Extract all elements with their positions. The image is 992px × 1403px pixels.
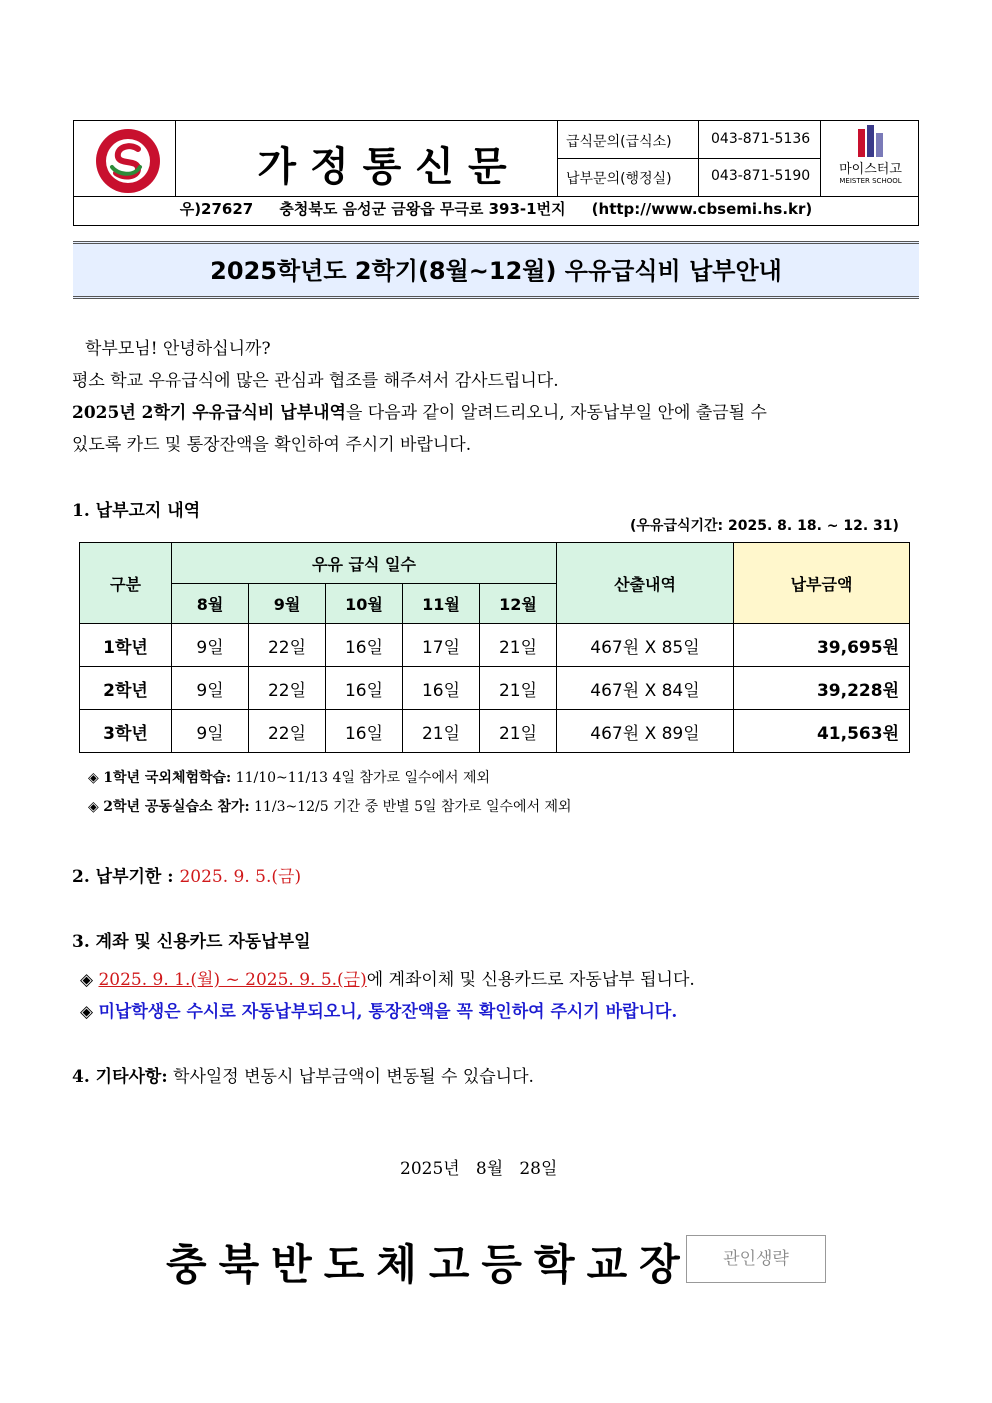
meister-logo-text: 마이스터고 [839, 162, 902, 177]
days-cell: 9일 [172, 667, 249, 710]
meister-school-logo [828, 125, 913, 186]
meal-inquiry-label: 급식문의(급식소) [566, 134, 672, 150]
calc-cell: 467원 X 84일 [557, 667, 734, 710]
calc-cell: 467원 X 89일 [557, 710, 734, 753]
intro-paragraph [72, 333, 925, 461]
letter-header [73, 120, 919, 226]
meister-logo-sub: MEISTER SCHOOL [839, 177, 902, 185]
diamond-bullet-icon: ◈ [88, 799, 99, 815]
letter-title: 가정통신문 [257, 144, 521, 190]
grade-cell: 2학년 [80, 667, 172, 710]
auto-pay-line-1 [80, 964, 695, 996]
days-cell: 21일 [480, 667, 557, 710]
section-2 [72, 862, 301, 887]
section-4 [72, 1061, 534, 1093]
days-cell: 21일 [480, 710, 557, 753]
col-month: 10월 [326, 584, 403, 624]
col-month: 12월 [480, 584, 557, 624]
amount-cell: 39,695원 [734, 624, 910, 667]
days-cell: 22일 [249, 710, 326, 753]
days-cell: 16일 [326, 624, 403, 667]
days-cell: 9일 [172, 710, 249, 753]
days-cell: 22일 [249, 667, 326, 710]
col-month: 11월 [403, 584, 480, 624]
col-month: 8월 [172, 584, 249, 624]
intro-line-2: 평소 학교 우유급식에 많은 관심과 협조를 해주셔서 감사드립니다. [72, 371, 559, 391]
note-1 [88, 767, 490, 787]
days-cell: 17일 [403, 624, 480, 667]
payment-inquiry-label: 납부문의(행정실) [566, 171, 672, 187]
unpaid-warning: 미납학생은 수시로 자동납부되오니, 통장잔액을 꼭 확인하여 주시기 바랍니다. [98, 1002, 678, 1022]
section-4-text: 학사일정 변동시 납부금액이 변동될 수 있습니다. [167, 1067, 534, 1087]
days-cell: 16일 [326, 667, 403, 710]
meister-logo-icon [854, 125, 888, 159]
grade-cell: 1학년 [80, 624, 172, 667]
days-cell: 21일 [480, 624, 557, 667]
greeting: 학부모님! 안녕하십니까? [85, 339, 271, 359]
auto-pay-line-2 [80, 996, 677, 1028]
days-cell: 16일 [326, 710, 403, 753]
diamond-bullet-icon: ◈ [80, 1002, 94, 1022]
subject-title: 2025학년도 2학기(8월~12월) 우유급식비 납부안내 [210, 257, 782, 285]
seal-omitted-box: 관인생략 [686, 1235, 826, 1283]
col-category: 구분 [80, 543, 172, 624]
col-days: 우유 급식 일수 [172, 543, 557, 584]
col-amount: 납부금액 [734, 543, 910, 624]
section-2-heading: 2. 납부기한 : [72, 867, 174, 887]
col-calc: 산출내역 [557, 543, 734, 624]
issue-date: 2025년 8월 28일 [400, 1159, 558, 1179]
milk-period: (우유급식기간: 2025. 8. 18. ~ 12. 31) [630, 518, 899, 534]
subject-banner [73, 241, 919, 299]
table-row [80, 710, 910, 753]
intro-highlight: 2025년 2학기 우유급식비 납부내역 [72, 403, 346, 423]
auto-pay-text: 에 계좌이체 및 신용카드로 자동납부 됩니다. [366, 970, 695, 990]
table-row [80, 624, 910, 667]
intro-line-4: 있도록 카드 및 통장잔액을 확인하여 주시기 바랍니다. [72, 435, 472, 455]
intro-line-3: 을 다음과 같이 알려드리오니, 자동납부일 안에 출금될 수 [345, 403, 767, 423]
note-2 [88, 796, 572, 816]
school-address: 우)27627 충청북도 음성군 금왕읍 무극로 393-1번지 (http://www.cbsemi.hs.kr) [179, 200, 813, 218]
fee-table [79, 542, 910, 753]
note-2-label: 2학년 공동실습소 참가: [103, 799, 250, 815]
payment-inquiry-phone: 043-871-5190 [711, 168, 811, 184]
days-cell: 22일 [249, 624, 326, 667]
note-1-label: 1학년 국외체험학습: [103, 770, 232, 786]
amount-cell: 41,563원 [734, 710, 910, 753]
table-row [80, 667, 910, 710]
section-4-heading: 4. 기타사항: [72, 1067, 168, 1087]
section-3-heading: 3. 계좌 및 신용카드 자동납부일 [72, 932, 311, 952]
days-cell: 9일 [172, 624, 249, 667]
payment-deadline: 2025. 9. 5.(금) [179, 867, 302, 887]
diamond-bullet-icon: ◈ [88, 770, 99, 786]
amount-cell: 39,228원 [734, 667, 910, 710]
grade-cell: 3학년 [80, 710, 172, 753]
section-1-heading: 1. 납부고지 내역 [72, 501, 201, 521]
col-month: 9월 [249, 584, 326, 624]
note-1-text: 11/10~11/13 4일 참가로 일수에서 제외 [231, 770, 491, 786]
auto-pay-dates: 2025. 9. 1.(월) ~ 2025. 9. 5.(금) [98, 970, 367, 990]
days-cell: 16일 [403, 667, 480, 710]
days-cell: 21일 [403, 710, 480, 753]
diamond-bullet-icon: ◈ [80, 970, 94, 990]
school-logo-icon [94, 127, 162, 195]
principal-signature: 충북반도체고등학교장 [166, 1240, 692, 1289]
meal-inquiry-phone: 043-871-5136 [711, 131, 811, 147]
note-2-text: 11/3~12/5 기간 중 반별 5일 참가로 일수에서 제외 [249, 799, 572, 815]
calc-cell: 467원 X 85일 [557, 624, 734, 667]
